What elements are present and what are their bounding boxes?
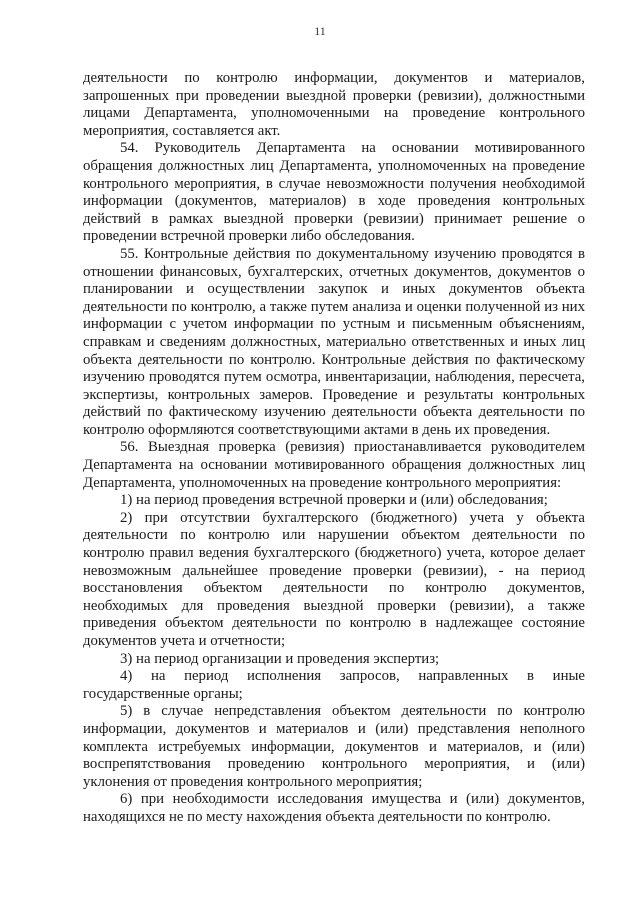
list-item-4: 4) на период исполнения запросов, направленных в иные государственные органы;: [83, 668, 585, 702]
document-body: [83, 70, 585, 827]
list-item-2: 2) при отсутствии бухгалтерского (бюджетного) учета у объекта деятельности по контролю или нарушении объектом деятельности по контролю правил ведения бухгалтерского (бюджетного) учета, которое делает невозможным дальнейшее проведение проверки (ревизии), - на период восстановления объектом деятельности по контролю документов, необходимых для проведения выездной проверки (ревизии), а также приведения объектом деятельности по контролю в надлежащее состояние документов учета и отчетности;: [83, 509, 585, 649]
paragraph-56: 56. Выездная проверка (ревизия) приостанавливается руководителем Департамента на основании мотивированного обращения должностных лиц Департамента, уполномоченных на проведение контрольного мероприятия:: [83, 439, 585, 491]
paragraph-54: 54. Руководитель Департамента на основании мотивированного обращения должностных лиц Департамента, уполномоченных на проведение контрольного мероприятия, в случае невозможности получения необходимой информации (документов, материалов) в ходе проведения контрольных действий в рамках выездной проверки (ревизии) принимает решение о проведении встречной проверки либо обследования.: [83, 140, 585, 245]
list-item-3: 3) на период организации и проведения экспертиз;: [120, 650, 440, 667]
list-item-1: 1) на период проведения встречной проверки и (или) обследования;: [120, 492, 548, 509]
list-item-5: 5) в случае непредставления объектом деятельности по контролю информации, документов и материалов и (или) представления неполного комплекта истребуемых информации, документов и материалов, и (или) воспрепятствования проведению контрольного мероприятия, и (или) уклонения от проведения контрольного мероприятия;: [83, 703, 585, 790]
list-item-6: 6) при необходимости исследования имущества и (или) документов, находящихся не по месту нахождения объекта деятельности по контролю.: [83, 791, 585, 825]
paragraph-55: 55. Контрольные действия по документальному изучению проводятся в отношении финансовых, бухгалтерских, отчетных документов, документов о планировании и осуществлении закупок и иных документов объекта деятельности по контролю, а также путем анализа и оценки полученной из них информации с учетом информации по устным и письменным объяснениям, справкам и сведениям должностных, материально ответственных и иных лиц объекта деятельности по контролю. Контрольные действия по фактическому изучению проводятся путем осмотра, инвентаризации, наблюдения, пересчета, экспертизы, контрольных замеров. Проведение и результаты контрольных действий по фактическому изучению деятельности объекта деятельности по контролю оформляются соответствующими актами в день их проведения.: [83, 245, 585, 438]
paragraph-continuation: деятельности по контролю информации, документов и материалов, запрошенных при проведении выездной проверки (ревизии), должностными лицами Департамента, уполномоченными на проведение контрольного мероприятия, составляется акт.: [83, 70, 585, 139]
page-number: 11: [314, 24, 326, 38]
